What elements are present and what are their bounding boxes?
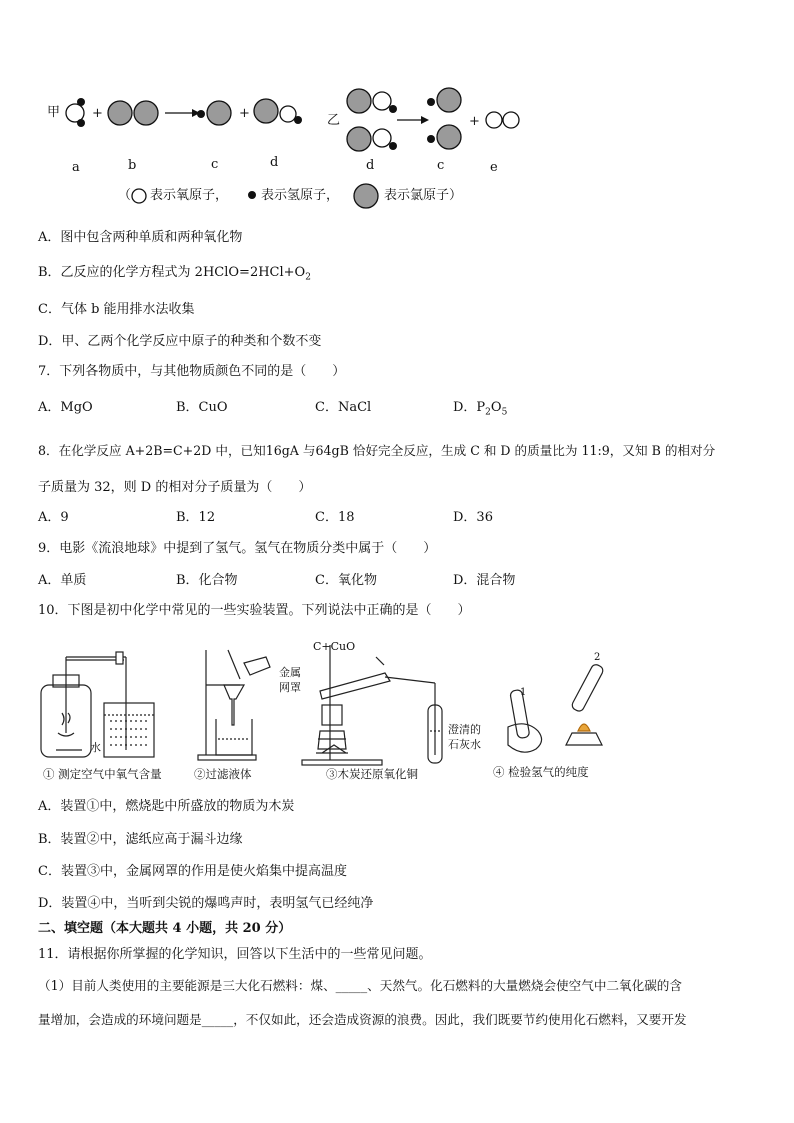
label-c: c — [211, 157, 219, 172]
section-2-heading: 二、填空题（本大题共 4 小题，共 20 分） — [38, 921, 292, 936]
molecule-d-bottom — [347, 127, 397, 151]
q7-option-c: C．NaCl — [315, 400, 372, 415]
molecule-a — [66, 98, 85, 127]
q7-option-d: D．$P_2O_5$ — [453, 400, 508, 418]
molecule-d — [254, 99, 302, 124]
plus-1: + — [92, 106, 103, 121]
q8-option-a: A．9 — [38, 510, 69, 525]
legend-chlorine: 表示氯原子） — [384, 188, 463, 203]
molecule-d-top — [347, 89, 397, 113]
q6-option-b: B．乙反应的化学方程式为 $2HClO=2HCl+O_2$ — [38, 265, 311, 283]
q6-option-c: C．气体 b 能用排水法收集 — [38, 302, 195, 317]
label-b: b — [128, 158, 137, 173]
legend-hydrogen-symbol — [248, 191, 256, 199]
q7-option-a: A．MgO — [38, 400, 93, 415]
label-d: d — [270, 155, 279, 170]
apparatus-4 — [508, 663, 605, 752]
q8-stem-line2: 子质量为 32，则 D 的相对分子质量为（ ） — [38, 480, 312, 495]
q7-stem: 7．下列各物质中，与其他物质颜色不同的是（ ） — [38, 364, 346, 379]
label-yi: 乙 — [327, 113, 341, 128]
q8-option-d: D．36 — [453, 510, 493, 525]
label-c2: c — [437, 158, 445, 173]
q8-option-b: B．12 — [176, 510, 216, 525]
q8-stem-line1: 8．在化学反应 A+2B=C+2D 中，已知16gA 与64gB 恰好完全反应，生成 C 和 D 的质量比为 11:9，又知 B 的相对分 — [38, 443, 716, 458]
q10-option-a: A．装置①中，燃烧匙中所盛放的物质为木炭 — [38, 799, 295, 814]
molecule-c-bottom — [427, 125, 461, 149]
fig-caption-2: ②过滤液体 — [194, 767, 252, 781]
fig-tube-2: 2 — [594, 652, 601, 663]
q10-stem: 10．下图是初中化学中常见的一些实验装置。下列说法中正确的是（ ） — [38, 603, 471, 618]
fig-caption-4: ④ 检验氢气的纯度 — [493, 765, 589, 779]
apparatus-2 — [198, 650, 270, 760]
q7-option-b: B．CuO — [176, 400, 228, 415]
molecule-c-top — [427, 88, 461, 112]
molecule-c — [197, 101, 231, 125]
q10-option-d: D．装置④中，当听到尖锐的爆鸣声时，表明氢气已经纯净 — [38, 896, 374, 911]
q10-option-b: B．装置②中，滤纸应高于漏斗边缘 — [38, 832, 243, 847]
lab-apparatus-figure — [30, 635, 630, 785]
fig-lime-label-1: 澄清的 — [448, 723, 481, 736]
q9-option-a: A．单质 — [38, 573, 87, 588]
fig-cuo-label: C+CuO — [313, 640, 356, 653]
legend-hydrogen: 表示氢原子， — [261, 188, 340, 203]
legend-oxygen-symbol — [132, 189, 146, 203]
q8-option-c: C．18 — [315, 510, 355, 525]
q9-stem: 9．电影《流浪地球》中提到了氢气。氢气在物质分类中属于（ ） — [38, 541, 437, 556]
fig-tube-1: 1 — [520, 687, 527, 698]
fig-caption-3: ③木炭还原氧化铜 — [326, 767, 418, 781]
q11-part1-line1: （1）目前人类使用的主要能源是三大化石燃料：煤、_____、天然气。化石燃料的大量燃烧会使空气中二氧化碳的含 — [38, 978, 682, 993]
q10-option-c: C．装置③中，金属网罩的作用是使火焰集中提高温度 — [38, 864, 347, 879]
label-e: e — [490, 160, 498, 175]
molecule-e — [486, 112, 519, 128]
q11-stem: 11．请根据你所掌握的化学知识，回答以下生活中的一些常见问题。 — [38, 947, 432, 962]
legend-chlorine-symbol — [354, 184, 378, 208]
fig-lime-label-2: 石灰水 — [448, 738, 481, 751]
q6-option-d: D．甲、乙两个化学反应中原子的种类和个数不变 — [38, 334, 322, 349]
q6-option-a: A．图中包含两种单质和两种氧化物 — [38, 230, 243, 245]
label-d2: d — [366, 158, 375, 173]
label-jia: 甲 — [47, 105, 61, 120]
apparatus-3 — [302, 645, 442, 765]
molecule-b — [108, 101, 158, 125]
fig-mesh-label-2: 网罩 — [279, 681, 301, 694]
fig-caption-1: ① 测定空气中氧气含量 — [43, 767, 162, 781]
q9-option-d: D．混合物 — [453, 573, 516, 588]
q9-option-c: C．氧化物 — [315, 573, 377, 588]
legend-oxygen: 表示氧原子， — [150, 188, 229, 203]
legend-open: （ — [118, 188, 132, 203]
plus-3: + — [469, 114, 480, 129]
fig-water-label: 水 — [90, 741, 101, 754]
label-a: a — [72, 160, 80, 175]
q9-option-b: B．化合物 — [176, 573, 238, 588]
q11-part1-line2: 量增加，会造成的环境问题是_____，不仅如此，还会造成资源的浪费。因此，我们既要节约使用化石燃料，又要开发 — [38, 1012, 687, 1027]
plus-2: + — [239, 106, 250, 121]
fig-mesh-label-1: 金属 — [279, 666, 301, 679]
